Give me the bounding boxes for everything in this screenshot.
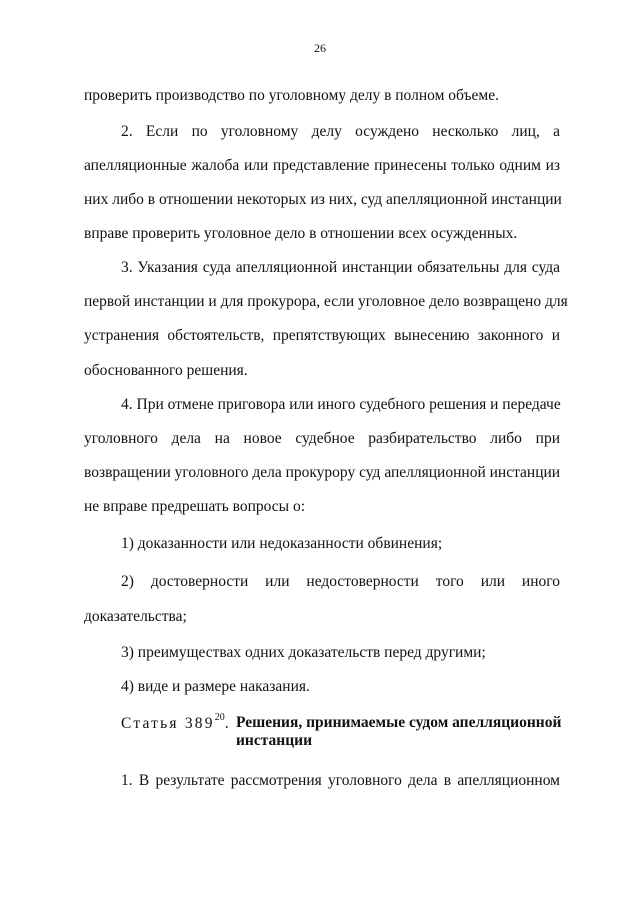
article-label: [121, 714, 231, 733]
article-label-text: Статья 389: [121, 715, 215, 733]
text-line: проверить производство по уголовному делу в полном объеме.: [84, 87, 499, 104]
article-title-line: Решения, принимаемые судом апелляционной: [236, 714, 562, 731]
text-line: не вправе предрешать вопросы о:: [84, 498, 306, 515]
text-line: них либо в отношении некоторых из них, суд апелляционной инстанции: [84, 191, 562, 208]
article-title: [236, 714, 566, 750]
text-line: вправе проверить уголовное дело в отношении всех осужденных.: [84, 225, 518, 242]
page-number: 26: [314, 41, 326, 55]
list-item: 1) доказанности или недоказанности обвинения;: [121, 535, 443, 552]
list-item: 2) достоверности или недостоверности того или иного: [121, 573, 560, 590]
text-line: возвращении уголовного дела прокурору суд апелляционной инстанции: [84, 464, 561, 481]
article-title-line: инстанции: [236, 732, 313, 749]
article-label-suffix: .: [224, 715, 231, 733]
list-item: 4) виде и размере наказания.: [121, 678, 310, 695]
text-line: обоснованного решения.: [84, 362, 248, 379]
text-line: устранения обстоятельств, препятствующих вынесению законного и: [84, 327, 560, 344]
text-line: 3. Указания суда апелляционной инстанции обязательны для суда: [121, 259, 560, 276]
text-line: апелляционные жалоба или представление принесены только одним из: [84, 157, 560, 174]
text-line: уголовного дела на новое судебное разбирательство либо при: [84, 430, 560, 447]
text-line: первой инстанции и для прокурора, если уголовное дело возвращено для: [84, 293, 568, 310]
list-item: 3) преимуществах одних доказательств перед другими;: [121, 644, 486, 661]
text-line: 2. Если по уголовному делу осуждено несколько лиц, а: [121, 123, 560, 140]
article-number-superscript: 20: [214, 712, 225, 723]
text-line: 4. При отмене приговора или иного судебного решения и передаче: [121, 396, 561, 413]
list-item: доказательства;: [84, 608, 187, 625]
text-line: 1. В результате рассмотрения уголовного дела в апелляционном: [121, 772, 560, 789]
